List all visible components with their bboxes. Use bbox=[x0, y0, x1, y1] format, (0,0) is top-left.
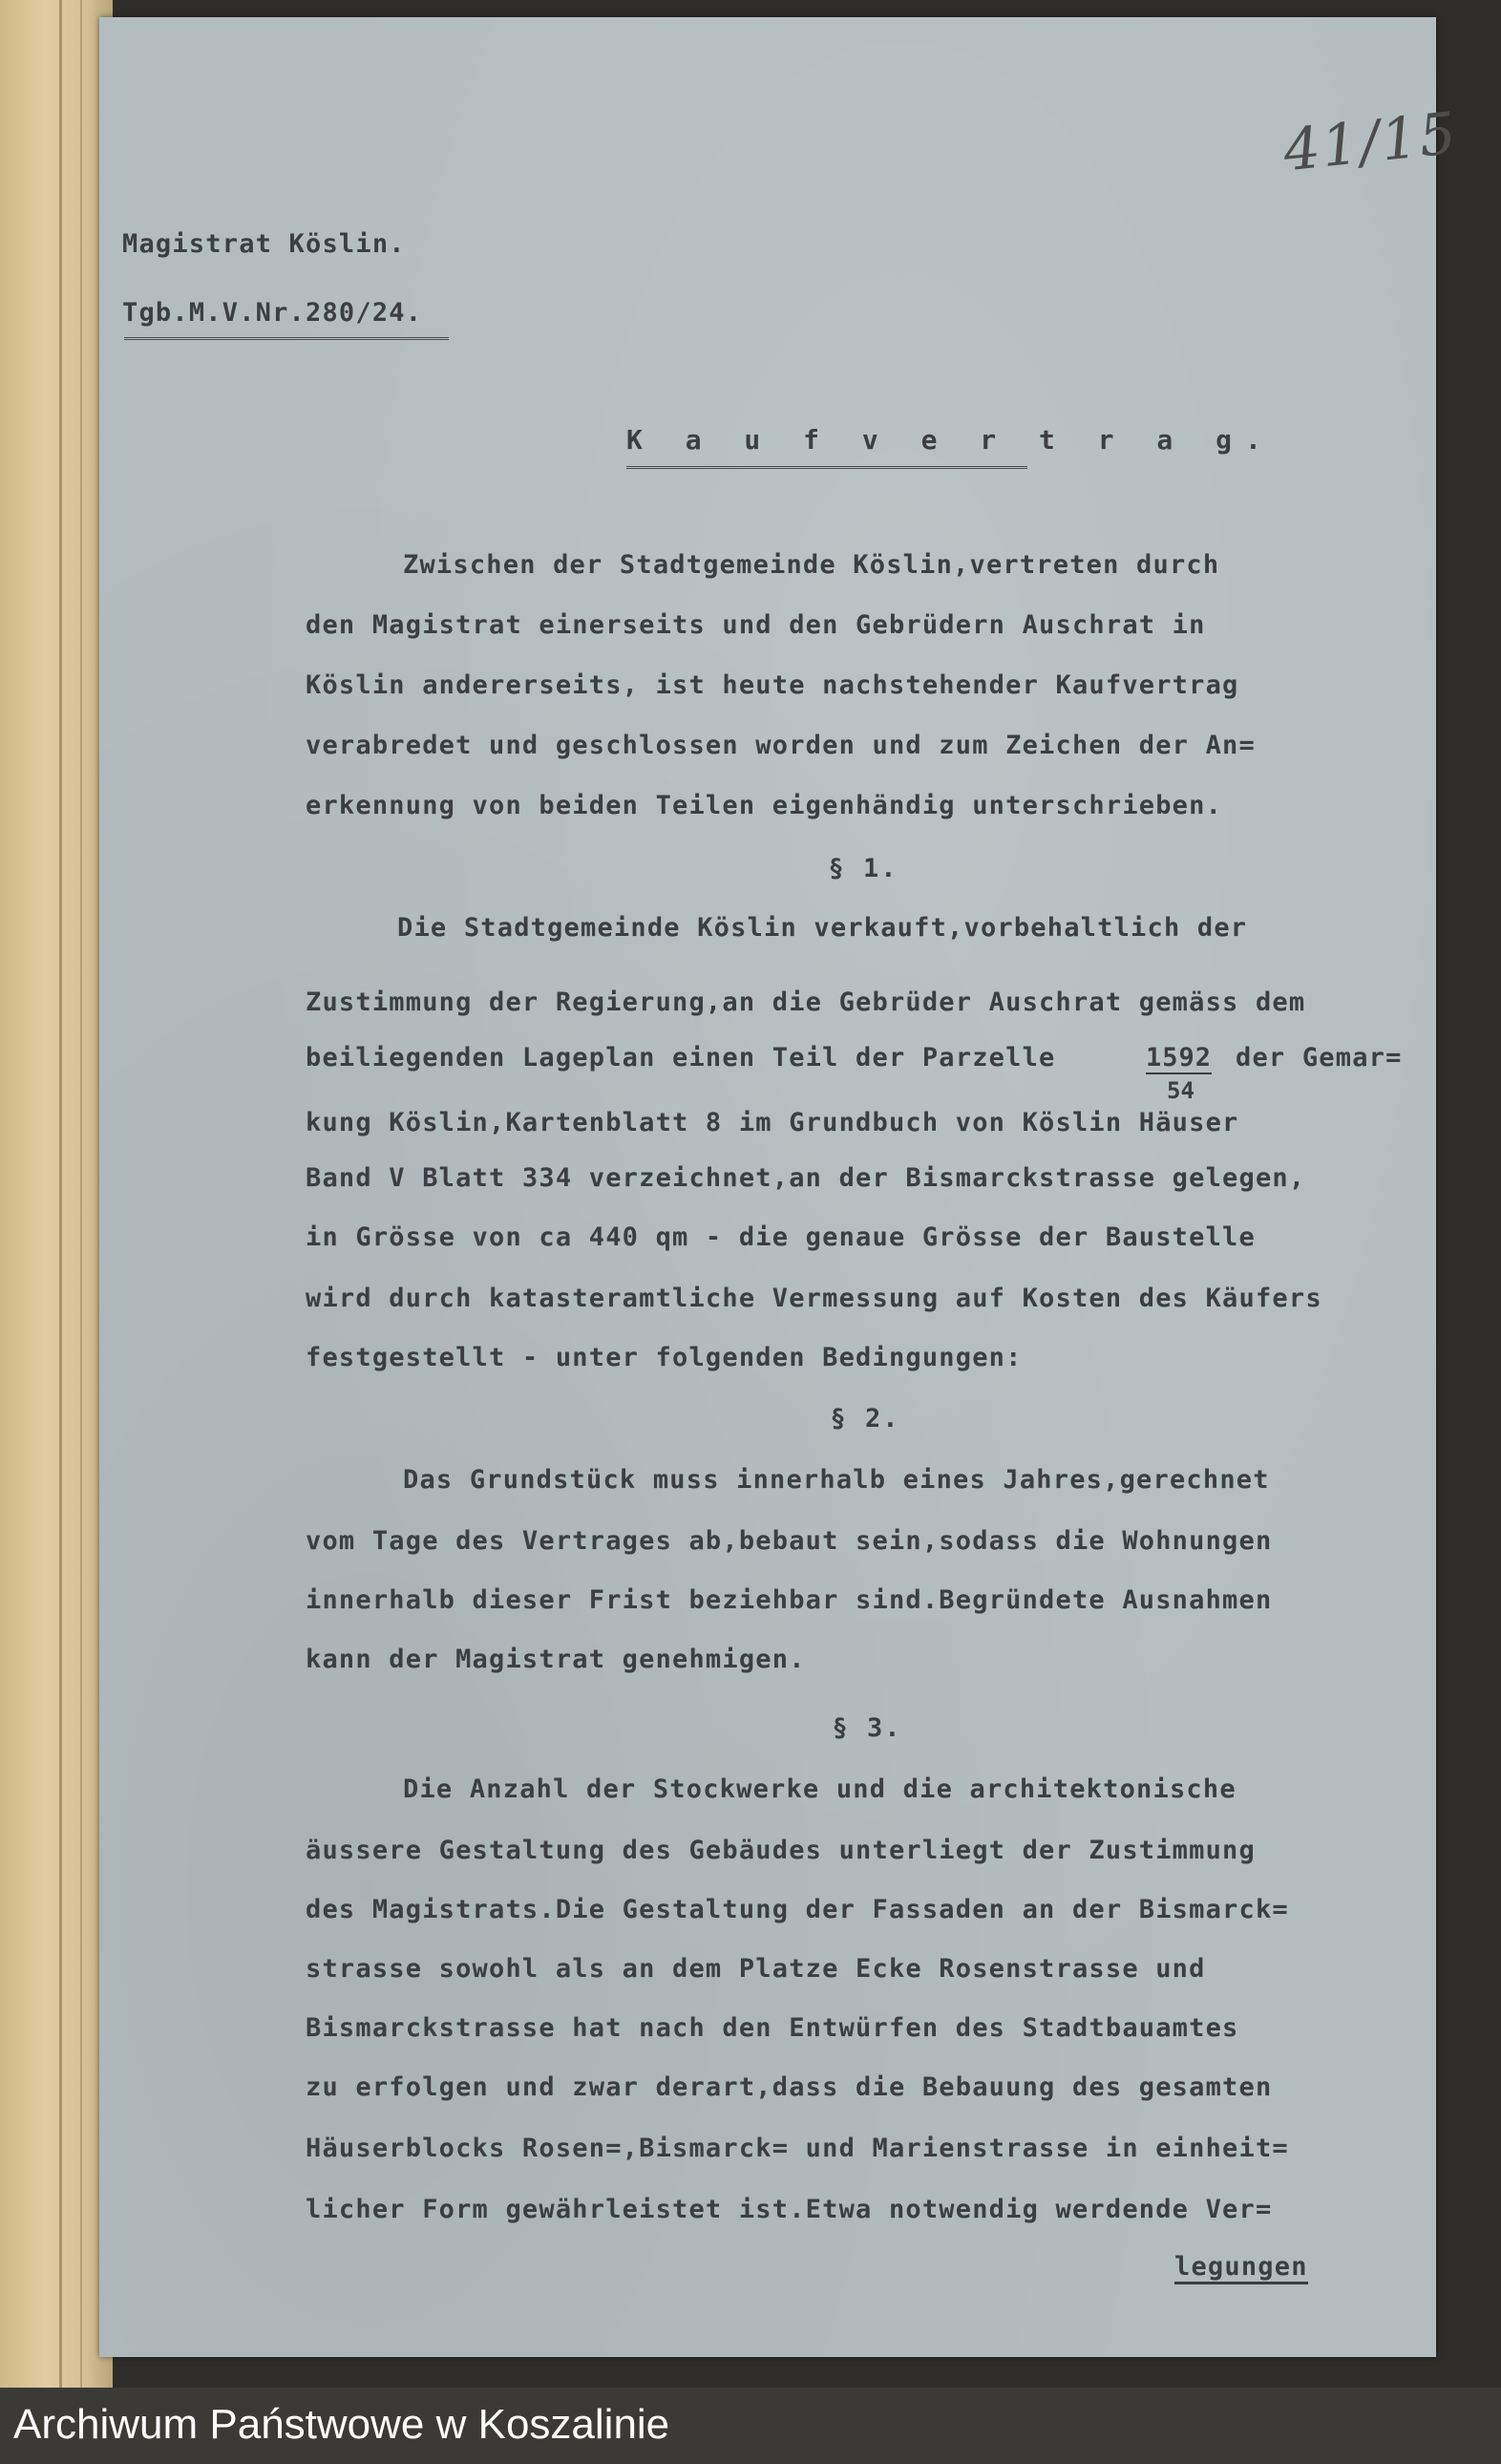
section-line: in Grösse von ca 440 qm - die genaue Grösse der Baustelle bbox=[306, 1222, 1256, 1252]
continuation-word: legungen bbox=[1174, 2252, 1308, 2284]
page-edge bbox=[59, 0, 62, 2388]
section-line: kann der Magistrat genehmigen. bbox=[306, 1645, 806, 1674]
underlying-page bbox=[0, 0, 113, 2388]
title-underline bbox=[626, 466, 1027, 473]
document-sheet bbox=[99, 17, 1462, 2357]
section-line: strasse sowohl als an dem Platze Ecke Rosenstrasse und bbox=[306, 1954, 1206, 1984]
section-line: Band V Blatt 334 verzeichnet,an der Bismarckstrasse gelegen, bbox=[306, 1163, 1306, 1193]
section-heading: § 2. bbox=[830, 1404, 900, 1434]
archive-footer bbox=[0, 2388, 1501, 2464]
section-line: beiliegenden Lageplan einen Teil der Parzelle bbox=[306, 1043, 1056, 1073]
section-line: Bismarckstrasse hat nach den Entwürfen des Stadtbauamtes bbox=[306, 2013, 1239, 2043]
section-line: festgestellt - unter folgenden Bedingungen: bbox=[306, 1343, 1023, 1372]
section-line: wird durch katasteramtliche Vermessung auf Kosten des Käufers bbox=[306, 1284, 1322, 1313]
archive-name: Archiwum Państwowe w Koszalinie bbox=[13, 2401, 670, 2448]
section-line: Die Anzahl der Stockwerke und die architektonische bbox=[403, 1774, 1237, 1804]
section-line: licher Form gewährleistet ist.Etwa notwendig werdende Ver= bbox=[306, 2195, 1273, 2224]
parcel-subnumber: 54 bbox=[1167, 1077, 1194, 1104]
intro-line: Köslin andererseits, ist heute nachstehender Kaufvertrag bbox=[306, 670, 1239, 700]
parcel-number: 1592 bbox=[1146, 1043, 1213, 1073]
section-line: des Magistrats.Die Gestaltung der Fassaden an der Bismarck= bbox=[306, 1895, 1289, 1924]
section-line: zu erfolgen und zwar derart,dass die Bebauung des gesamten bbox=[306, 2072, 1273, 2102]
header-underline bbox=[124, 337, 449, 344]
page-edge bbox=[80, 0, 82, 2388]
intro-line: den Magistrat einerseits und den Gebrüdern Auschrat in bbox=[306, 610, 1206, 640]
section-line: kung Köslin,Kartenblatt 8 im Grundbuch von Köslin Häuser bbox=[306, 1108, 1239, 1137]
intro-line: erkennung von beiden Teilen eigenhändig unterschrieben. bbox=[306, 791, 1223, 820]
section-line: Die Stadtgemeinde Köslin verkauft,vorbehaltlich der bbox=[397, 913, 1248, 943]
section-line: vom Tage des Vertrages ab,bebaut sein,sodass die Wohnungen bbox=[306, 1526, 1273, 1556]
page-number: 41/15 bbox=[1279, 99, 1462, 185]
section-line: innerhalb dieser Frist beziehbar sind.Begründete Ausnahmen bbox=[306, 1585, 1273, 1615]
section-line: Zustimmung der Regierung,an die Gebrüder Auschrat gemäss dem bbox=[306, 988, 1306, 1017]
section-line: der Gemar= bbox=[1236, 1043, 1403, 1073]
section-line: äussere Gestaltung des Gebäudes unterliegt der Zustimmung bbox=[306, 1836, 1256, 1865]
header-org: Magistrat Köslin. bbox=[122, 229, 406, 259]
header-ref: Tgb.M.V.Nr.280/24. bbox=[122, 298, 423, 328]
intro-line: verabredet und geschlossen worden und zum Zeichen der An= bbox=[306, 731, 1256, 760]
section-line: Das Grundstück muss innerhalb eines Jahres,gerechnet bbox=[403, 1465, 1270, 1495]
section-line: Häuserblocks Rosen=,Bismarck= und Marienstrasse in einheit= bbox=[306, 2134, 1289, 2163]
document-title: K a u f v e r t r a g. bbox=[626, 424, 1275, 456]
section-heading: § 1. bbox=[828, 854, 898, 883]
section-heading: § 3. bbox=[832, 1713, 902, 1743]
intro-line: Zwischen der Stadtgemeinde Köslin,vertreten durch bbox=[403, 550, 1220, 580]
